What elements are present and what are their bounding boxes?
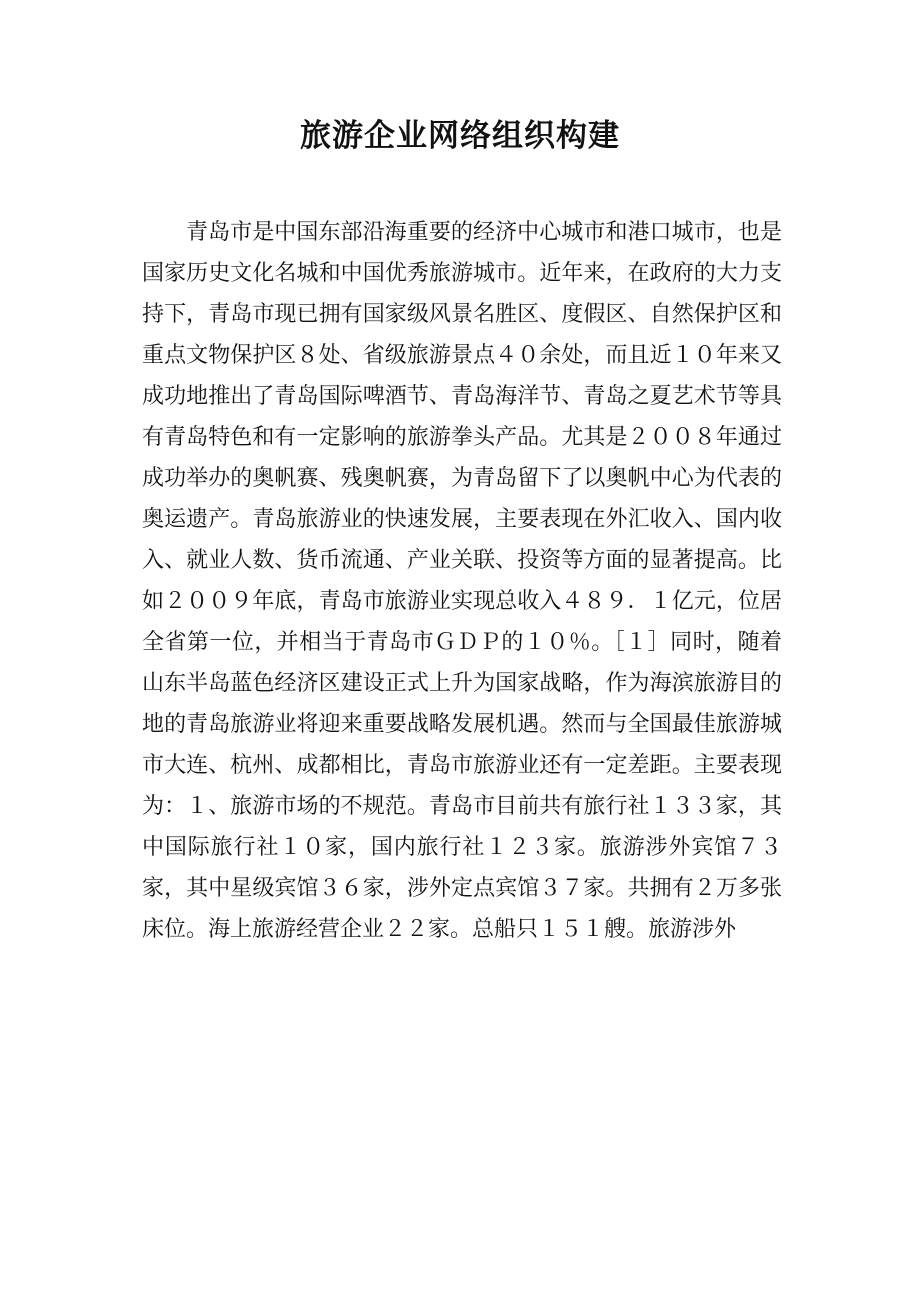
- document-title: 旅游企业网络组织构建: [300, 118, 620, 154]
- body-paragraph: 青岛市是中国东部沿海重要的经济中心城市和港口城市，也是国家历史文化名城和中国优秀旅游城市。近年来，在政府的大力支持下，青岛市现已拥有国家级风景名胜区、度假区、自然保护区和重点文物保护区８处、省级旅游景点４０余处，而且近１０年来又成功地推出了青岛国际啤酒节、青岛海洋节、青岛之夏艺术节等具有青岛特色和有一定影响的旅游拳头产品。尤其是２００８年通过成功举办的奥帆赛、残奥帆赛，为青岛留下了以奥帆中心为代表的奥运遗产。青岛旅游业的快速发展，主要表现在外汇收入、国内收入、就业人数、货币流通、产业关联、投资等方面的显著提高。比如２００９年底，青岛市旅游业实现总收入４８９．１亿元，位居全省第一位，并相当于青岛市ＧＤＰ的１０％。［１］同时，随着山东半岛蓝色经济区建设正式上升为国家战略，作为海滨旅游目的地的青岛旅游业将迎来重要战略发展机遇。然而与全国最佳旅游城市大连、杭州、成都相比，青岛市旅游业还有一定差距。主要表现为：１、旅游市场的不规范。青岛市目前共有旅行社１３３家，其中国际旅行社１０家，国内旅行社１２３家。旅游涉外宾馆７３家，其中星级宾馆３６家，涉外定点宾馆３７家。共拥有２万多张床位。海上旅游经营企业２２家。总船只１５１艘。旅游涉外: [142, 220, 782, 942]
